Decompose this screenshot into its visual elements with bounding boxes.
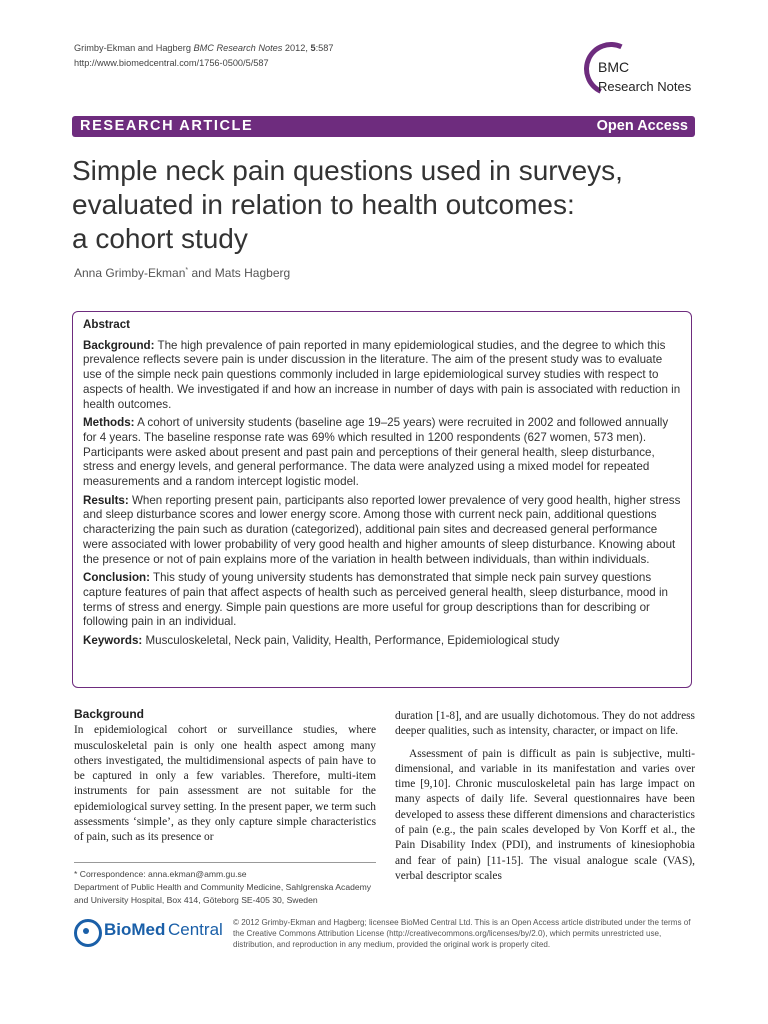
abstract-keywords [83,634,683,649]
body-left-column [74,707,376,846]
journal-logo-line2: Research Notes [598,79,692,94]
abstract-heading: Abstract [83,318,131,331]
author-first[interactable]: Anna Grimby-Ekman [74,266,186,280]
title-line-3: a cohort study [72,223,248,254]
body-paragraph: Assessment of pain is difficult as pain is subjective, multi-dimensional, and variable in its manifestation and varies over time [9,10]. Chronic musculoskeletal pain has large impact on many aspects of daily life. Several questionnaires have been developed to assess these different dimensions and characteristics of pain (e.g., the pain scales developed by Von Korff et al., the Pain Disability Index (PDI), and instruments of kinesiophobia and fear of pain) [11-15]. The visual analogue scale (VAS), verbal descriptor scales [395,747,695,882]
body-paragraph: In epidemiological cohort or surveillance studies, where musculoskeletal pain is only one health aspect among many others investigated, the multidimensional aspects of pain have to be captured in only a few variables. Therefore, multi-item instruments for pain assessment are not suitable for the epidemiological survey setting. In the present paper, we term such assessments ‘simple’, as they only capture simple characteristics of pain, such as its presence or [74,724,376,844]
journal-logo [578,42,708,98]
abstract-background-label: Background: [83,338,155,352]
abstract-conclusion-label: Conclusion: [83,571,150,585]
publisher-logo-light: Central [168,920,223,939]
citation-volume: 5 [310,43,316,53]
author-rest: and Mats Hagberg [188,266,291,280]
abstract-keywords-text: Musculoskeletal, Neck pain, Validity, Health, Performance, Epidemiological study [142,634,560,648]
correspondence-note[interactable]: * Correspondence: anna.ekman@amm.gu.se [74,869,247,879]
affiliation-note: Department of Public Health and Community Medicine, Sahlgrenska Academy and University Hospital, Box 414, Göteborg SE-405 30, Sweden [74,882,372,905]
article-type-banner [72,116,695,137]
abstract-box [72,311,692,688]
abstract-methods [83,416,683,490]
body-right-column [395,709,695,884]
article-title [72,154,692,256]
footnote [74,868,376,907]
abstract-keywords-label: Keywords: [83,634,143,648]
abstract-methods-label: Methods: [83,416,135,430]
title-line-1: Simple neck pain questions used in surveys, [72,155,623,186]
publisher-logo-bold: BioMed [104,920,166,939]
citation-journal: BMC Research Notes [193,43,283,53]
citation-header [74,41,333,71]
body-paragraph: duration [1-8], and are usually dichotomous. They do not address deeper qualities, such as intensity, character, or impact on life. [395,710,695,738]
abstract-methods-text: A cohort of university students (baseline age 19–25 years) were recruited in 2002 and followed annually for 4 years. The baseline response rate was 69% which resulted in 1200 respondents (627 women, 573 men). Participants were asked about present and past pain and perceptions of their general health, sleep disturbance, stress and energy levels, and general performance. The data were analyzed using a mixed model for repeated measurements and a random intercept logistic model. [83,416,669,489]
citation-year: 2012, [282,43,311,53]
license-notice: © 2012 Grimby-Ekman and Hagberg; licensee BioMed Central Ltd. This is an Open Access article distributed under the terms of the Creative Commons Attribution License (http://creativecommons.org/licenses/by/2.0), which permits unrestricted use, distribution, and reproduction in any medium, provided the original work is properly cited. [233,918,691,949]
abstract-conclusion [83,571,683,630]
publisher-logo [74,917,224,951]
publisher-logo-dot-icon [83,928,89,934]
citation-line [74,41,333,56]
title-line-2: evaluated in relation to health outcomes: [72,189,575,220]
open-access-label: Open Access [596,118,688,134]
background-heading: Background [74,707,145,721]
abstract-results-text: When reporting present pain, participants also reported lower prevalence of very good health, higher stress and sleep disturbance scores and lower energy score. Among those with current neck pain, additional questions characterizing the pain such as duration (categorized), additional pain sites and decreased general performance were associated with lower probability of very good health and higher amounts of sleep disturbance. Knowing about the presence or not of pain explains more of the variation in health between individuals, than within individuals. [83,493,681,566]
abstract-conclusion-text: This study of young university students has demonstrated that simple neck pain survey questions capture features of pain that affect aspects of health such as perceived general health, sleep disturbance, mood in terms of stress and energy. Simple pain questions are more useful for group descriptions than for describing or following pain in an individual. [83,571,668,629]
citation-authors: Grimby-Ekman and Hagberg [74,43,194,53]
journal-logo-line1: BMC [598,59,630,75]
citation-article: :587 [315,43,334,53]
author-list [74,266,290,280]
abstract-content [83,318,683,653]
abstract-background [83,339,683,413]
abstract-results-label: Results: [83,493,129,507]
abstract-background-text: The high prevalence of pain reported in many epidemiological studies, and the degree to which this prevalence reflects severe pain is under discussion in the literature. The aim of the present study was to evaluate use of the simple neck pain questions commonly included in large epidemiological survey studies with respect to aspects of health. We investigated if and how an increase in number of days with pain is associated with reduction in health outcomes. [83,338,681,411]
corresponding-author-mark[interactable]: * [185,267,189,274]
citation-url[interactable]: http://www.biomedcentral.com/1756-0500/5/587 [74,58,269,68]
abstract-results [83,494,683,568]
footnote-divider [74,862,376,863]
article-type-label: RESEARCH ARTICLE [80,118,254,134]
